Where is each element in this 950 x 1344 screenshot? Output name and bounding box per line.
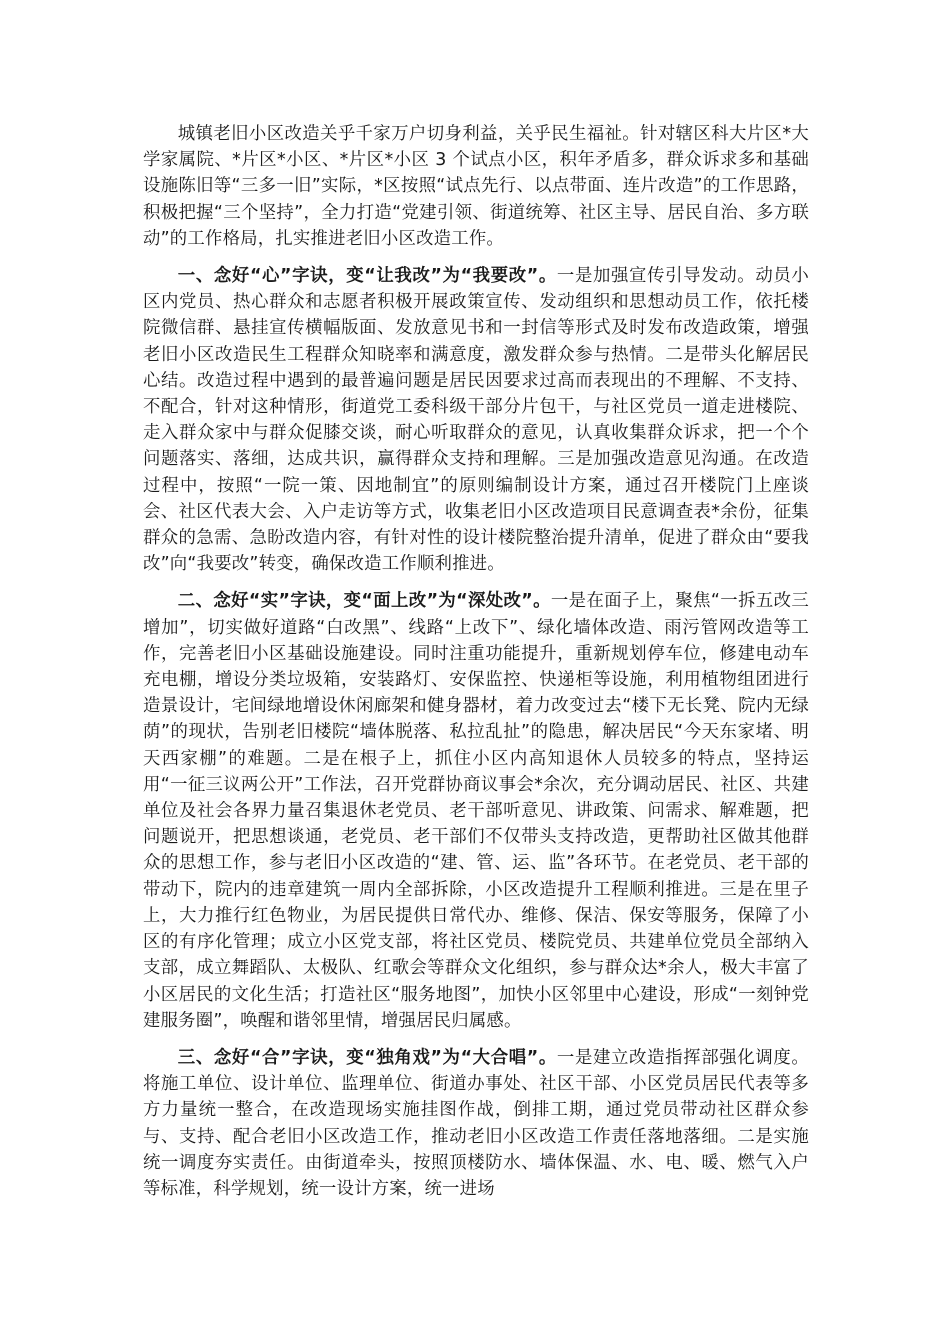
document-body bbox=[143, 121, 809, 1213]
intro-paragraph-text: 城镇老旧小区改造关乎千家万户切身利益，关乎民生福祉。针对辖区科大片区*大学家属院、*片区*小区、*片区*小区 3 个试点小区，积年矛盾多，群众诉求多和基础设施陈旧等“三多一旧”实际，*区按照“试点先行、以点带面、连片改造”的工作思路，积极把握“三个坚持”，全力打造“党建引领、街道统筹、社区主导、居民自治、多方联动”的工作格局，扎实推进老旧小区改造工作。 bbox=[143, 124, 809, 249]
section-two-text: 一是在面子上，聚焦“一拆五改三增加”，切实做好道路“白改黑”、线路“上改下”、绿化墙体改造、雨污管网改造等工作，完善老旧小区基础设施建设。同时注重功能提升，重新规划停车位，修建电动车充电棚，增设分类垃圾箱，安装路灯、安保监控、快递柜等设施，利用植物组团进行造景设计，宅间绿地增设休闲廊架和健身器材，着力改变过去“楼下无长凳、院内无绿荫”的现状，告别老旧楼院“墙体脱落、私拉乱扯”的隐患，解决居民“今天东家堵、明天西家棚”的难题。二是在根子上，抓住小区内高知退休人员较多的特点，坚持运用“一征三议两公开”工作法，召开党群协商议事会*余次，充分调动居民、社区、共建单位及社会各界力量召集退休老党员、老干部听意见、讲政策、问需求、解难题，把问题说开，把思想谈通，老党员、老干部们不仅带头支持改造，更帮助社区做其他群众的思想工作，参与老旧小区改造的“建、管、运、监”各环节。在老党员、老干部的带动下，院内的违章建筑一周内全部拆除，小区改造提升工程顺利推进。三是在里子上，大力推行红色物业，为居民提供日常代办、维修、保洁、保安等服务，保障了小区的有序化管理；成立小区党支部，将社区党员、楼院党员、共建单位党员全部纳入支部，成立舞蹈队、太极队、红歌会等群众文化组织，参与群众达*余人，极大丰富了小区居民的文化生活；打造社区“服务地图”，加快小区邻里中心建设，形成“一刻钟党建服务圈”，唤醒和谐邻里情，增强居民归属感。 bbox=[143, 591, 809, 1031]
intro-paragraph bbox=[143, 121, 809, 252]
section-one-paragraph bbox=[143, 263, 809, 577]
section-three-text: 一是建立改造指挥部强化调度。将施工单位、设计单位、监理单位、街道办事处、社区干部、小区党员居民代表等多方力量统一整合，在改造现场实施挂图作战，倒排工期，通过党员带动社区群众参与、支持、配合老旧小区改造工作，推动老旧小区改造工作责任落地落细。二是实施统一调度夯实责任。由街道牵头，按照顶楼防水、墙体保温、水、电、暖、燃气入户等标准，科学规划，统一设计方案，统一进场 bbox=[143, 1047, 809, 1199]
section-three-paragraph bbox=[143, 1045, 809, 1202]
section-one-heading: 一、念好“心”字诀，变“让我改”为“我要改”。 bbox=[177, 266, 557, 287]
section-two-paragraph bbox=[143, 588, 809, 1033]
section-two-heading: 二、念好“实”字诀，变“面上改”为“深处改”。 bbox=[177, 591, 551, 612]
section-three-heading: 三、念好“合”字诀，变“独角戏”为“大合唱”。 bbox=[177, 1047, 557, 1068]
section-one-text: 一是加强宣传引导发动。动员小区内党员、热心群众和志愿者积极开展政策宣传、发动组织和思想动员工作，依托楼院微信群、悬挂宣传横幅版面、发放意见书和一封信等形式及时发布改造政策，增强老旧小区改造民生工程群众知晓率和满意度，激发群众参与热情。二是带头化解居民心结。改造过程中遇到的最普遍问题是居民因要求过高而表现出的不理解、不支持、不配合，针对这种情形，街道党工委科级干部分片包干，与社区党员一道走进楼院、走入群众家中与群众促膝交谈，耐心听取群众的意见，认真收集群众诉求，把一个个问题落实、落细，达成共识，赢得群众支持和理解。三是加强改造意见沟通。在改造过程中，按照“一院一策、因地制宜”的原则编制设计方案，通过召开楼院门上座谈会、社区代表大会、入户走访等方式，收集老旧小区改造项目民意调查表*余份，征集群众的急需、急盼改造内容，有针对性的设计楼院整治提升清单，促进了群众由“要我改”向“我要改”转变，确保改造工作顺利推进。 bbox=[143, 266, 809, 575]
